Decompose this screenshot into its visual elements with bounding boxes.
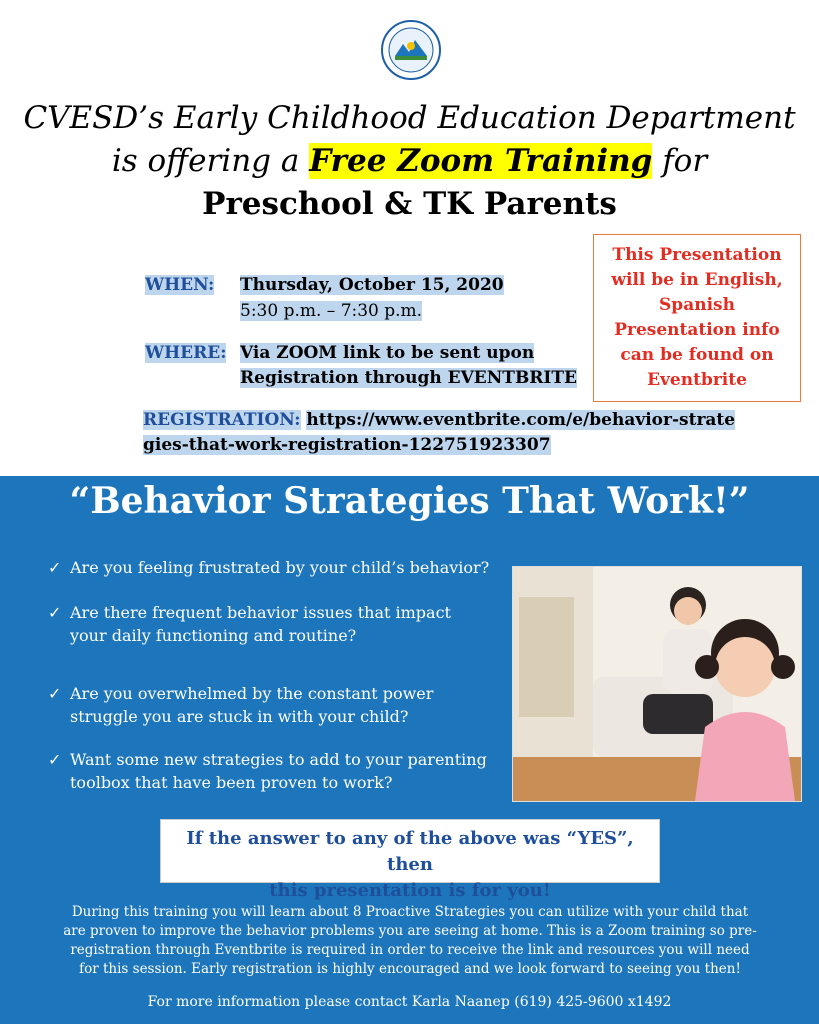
where-line-1-text: Via ZOOM link to be sent upon xyxy=(240,343,535,363)
where-line-2-text: Registration through EVENTBRITE xyxy=(240,368,577,388)
headline-line-3: Preschool & TK Parents xyxy=(202,186,617,222)
check-mark-icon: ✓ xyxy=(48,684,62,703)
notice-line-4: Presentation info xyxy=(614,320,780,340)
headline-line-2-pre: is offering a xyxy=(111,143,310,179)
district-seal-logo xyxy=(381,20,441,80)
event-title: “Behavior Strategies That Work!” xyxy=(69,480,750,522)
notice-line-6: Eventbrite xyxy=(647,370,747,390)
notice-line-1: This Presentation xyxy=(612,245,782,265)
when-label: WHEN: xyxy=(145,275,215,295)
question-text-2: Are there frequent behavior issues that impact your daily functioning and routine? xyxy=(70,603,451,645)
training-description: During this training you will learn about 8 Proactive Strategies you can utilize with your child that are proven to improve the behavior problems you are seeing at home. This is a Zoom training so pre-registration through Eventbrite is required in order to receive the link and resources you will need for this session. Early registration is highly encouraged and we look forward to seeing you then! xyxy=(63,904,757,977)
question-text-1: Are you feeling frustrated by your child’s behavior? xyxy=(70,558,490,577)
language-notice-box xyxy=(593,234,801,402)
where-line-1 xyxy=(240,343,534,363)
contact-info: For more information please contact Karla Naanep (619) 425-9600 x1492 xyxy=(147,994,672,1010)
mother-and-child-photo xyxy=(512,566,802,802)
when-date xyxy=(240,275,504,295)
question-text-3: Are you overwhelmed by the constant power struggle you are stuck in with your child? xyxy=(70,684,434,726)
notice-line-3: Spanish xyxy=(659,295,735,315)
headline-line-2 xyxy=(0,143,819,179)
answer-line-1: If the answer to any of the above was “YES”, then xyxy=(186,828,634,875)
question-item-2 xyxy=(48,601,451,645)
check-mark-icon: ✓ xyxy=(48,603,62,622)
registration-label: REGISTRATION: xyxy=(143,410,301,430)
question-item-4 xyxy=(48,748,487,792)
question-item-1 xyxy=(48,556,490,579)
check-mark-icon: ✓ xyxy=(48,558,62,577)
headline-line-2-post: for xyxy=(652,143,708,179)
answer-line-2: this presentation is for you! xyxy=(269,880,551,901)
when-time xyxy=(240,301,422,321)
answer-callout xyxy=(160,819,660,901)
headline-line-1: CVESD’s Early Childhood Education Department xyxy=(23,100,796,136)
question-item-3 xyxy=(48,682,434,726)
notice-line-2: will be in English, xyxy=(611,270,783,290)
question-text-4: Want some new strategies to add to your parenting toolbox that have been proven to work? xyxy=(70,750,487,792)
when-date-text: Thursday, October 15, 2020 xyxy=(240,275,504,295)
notice-line-5: can be found on xyxy=(620,345,774,365)
check-mark-icon: ✓ xyxy=(48,750,62,769)
where-label: WHERE: xyxy=(145,343,227,363)
free-zoom-training-highlight: Free Zoom Training xyxy=(309,143,653,179)
where-line-2 xyxy=(240,368,577,388)
when-time-text: 5:30 p.m. – 7:30 p.m. xyxy=(240,301,423,321)
registration-link[interactable]: https://www.eventbrite.com/e/behavior-strategies-that-work-registration-122751923307 xyxy=(143,410,736,455)
registration-block xyxy=(143,408,743,458)
